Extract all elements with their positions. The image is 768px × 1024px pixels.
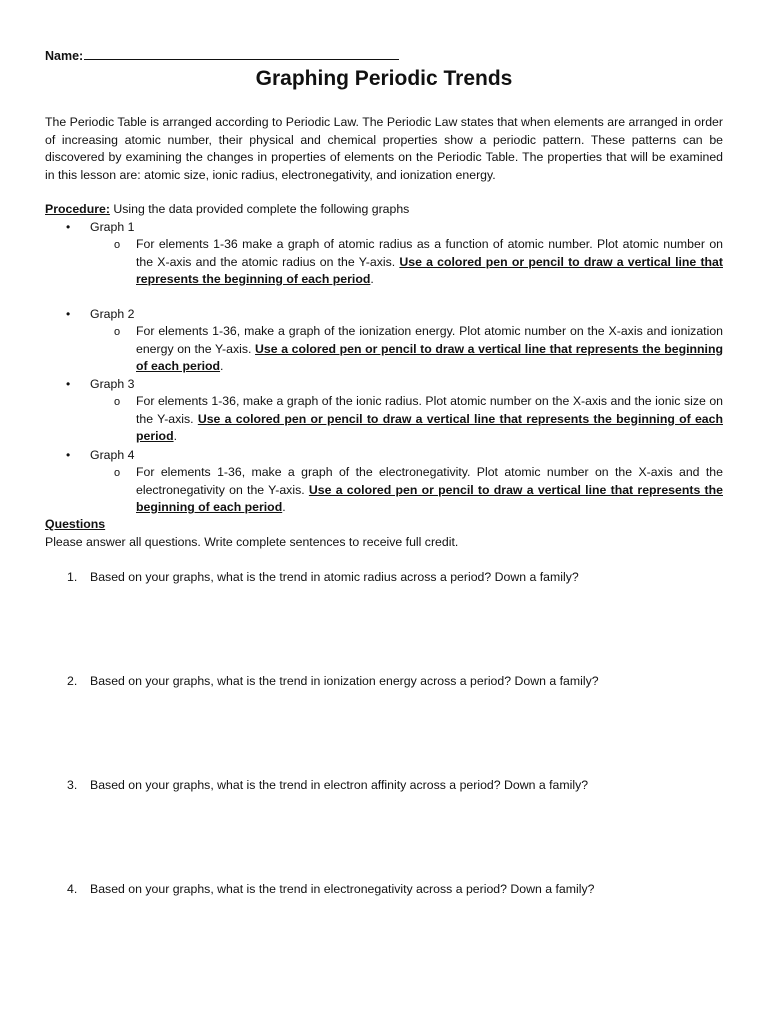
graph-2-emphasis: Use a colored pen or pencil to draw a vertical line that represents the beginning of each period (136, 341, 723, 373)
graph-4-emphasis: Use a colored pen or pencil to draw a vertical line that represents the beginning of each period (136, 482, 723, 514)
graph-4-label: Graph 4 (90, 448, 135, 462)
graph-2-end: . (220, 359, 224, 373)
graph-2-text: For elements 1-36, make a graph of the ionization energy. Plot atomic number on the X-axis and ionization energy on the Y-axis. (136, 324, 723, 356)
graph-3-text: For elements 1-36, make a graph of the ionic radius. Plot atomic number on the X-axis and the ionic size on the Y-axis. (136, 394, 723, 426)
graph-4-instructions (136, 464, 723, 517)
graph-3-emphasis: Use a colored pen or pencil to draw a vertical line that represents the beginning of each period (136, 411, 723, 443)
name-label: Name: (45, 49, 84, 63)
graph-1-end: . (370, 272, 374, 286)
questions-intro: Please answer all questions. Write complete sentences to receive full credit. (45, 535, 459, 549)
question-2-text: Based on your graphs, what is the trend in ionization energy across a period? Down a family? (90, 674, 599, 688)
procedure-line (45, 201, 409, 219)
graph-4-end: . (282, 500, 286, 514)
sub-bullet-icon: o (114, 467, 121, 479)
name-field (45, 47, 399, 64)
graph-1-text: For elements 1-36 make a graph of atomic radius as a function of atomic number. Plot atomic number on the X-axis and the atomic radius on the Y-axis. (136, 237, 723, 269)
question-4-text: Based on your graphs, what is the trend in electronegativity across a period? Down a family? (90, 882, 595, 896)
name-blank-line[interactable] (84, 47, 399, 60)
bullet-icon: • (66, 220, 71, 234)
procedure-text: Using the data provided complete the following graphs (109, 202, 410, 216)
graph-3-end: . (173, 429, 177, 443)
graph-3-instructions (136, 393, 723, 446)
graph-2-label: Graph 2 (90, 307, 135, 321)
bullet-icon: • (66, 307, 71, 321)
question-3-number: 3. (67, 778, 78, 792)
bullet-icon: • (66, 448, 71, 462)
page-title: Graphing Periodic Trends (255, 67, 513, 90)
graph-4-text: For elements 1-36, make a graph of the electronegativity. Plot atomic number on the X-axis and the electronegativity on the Y-axis. (136, 465, 723, 497)
graph-3-label: Graph 3 (90, 377, 135, 391)
graph-1-instructions (136, 236, 723, 289)
graph-2-instructions (136, 323, 723, 376)
question-1-text: Based on your graphs, what is the trend in atomic radius across a period? Down a family? (90, 570, 579, 584)
intro-paragraph: The Periodic Table is arranged according to Periodic Law. The Periodic Law states that when elements are arranged in order of increasing atomic number, their physical and chemical properties show a periodic pattern. These patterns can be discovered by examining the changes in properties of elements on the Periodic Table. The properties that will be examined in this lesson are: atomic size, ionic radius, electronegativity, and ionization energy. (45, 115, 723, 182)
question-4-number: 4. (67, 882, 78, 896)
question-2-number: 2. (67, 674, 78, 688)
procedure-label: Procedure: (45, 202, 110, 216)
question-3-text: Based on your graphs, what is the trend in electron affinity across a period? Down a family? (90, 778, 589, 792)
bullet-icon: • (66, 377, 71, 391)
sub-bullet-icon: o (114, 396, 121, 408)
graph-1-emphasis: Use a colored pen or pencil to draw a vertical line that represents the beginning of each period (136, 254, 723, 286)
sub-bullet-icon: o (114, 239, 121, 251)
questions-heading: Questions (45, 517, 106, 531)
question-1-number: 1. (67, 570, 78, 584)
sub-bullet-icon: o (114, 326, 121, 338)
graph-1-label: Graph 1 (90, 220, 135, 234)
